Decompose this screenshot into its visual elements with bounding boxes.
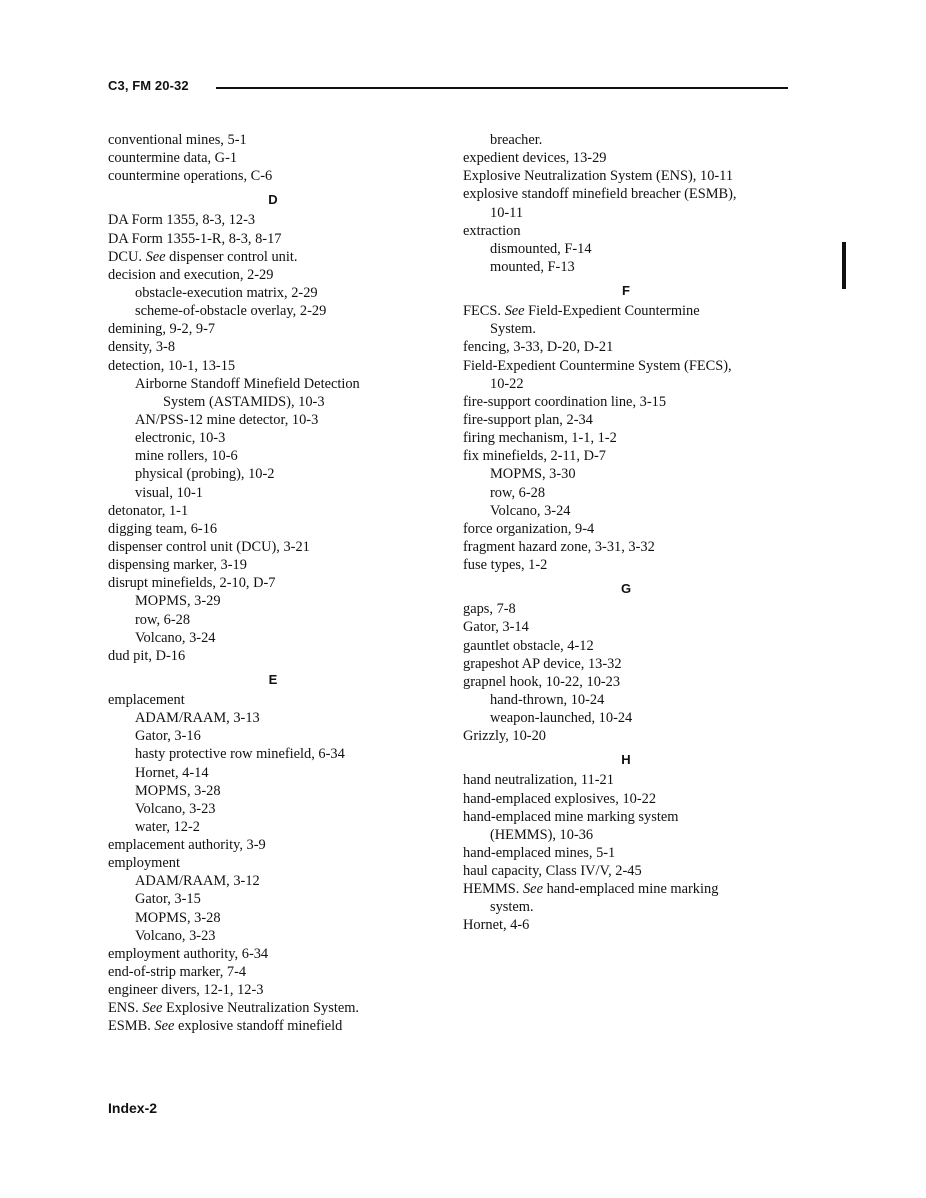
index-entry: haul capacity, Class IV/V, 2-45 xyxy=(463,863,642,880)
see-reference-label: See xyxy=(504,303,525,320)
entry-term: HEMMS. xyxy=(463,881,523,898)
index-entry: DA Form 1355, 8-3, 12-3 xyxy=(108,212,256,229)
index-entry: dispensing marker, 3-19 xyxy=(108,557,247,574)
index-entry: detection, 10-1, 13-15 xyxy=(108,357,236,374)
index-entry: mounted, F-13 xyxy=(490,258,575,275)
index-section-letter: E xyxy=(268,671,278,687)
see-reference-label: See xyxy=(142,1000,163,1017)
index-entry: weapon-launched, 10-24 xyxy=(490,710,633,727)
index-entry: Explosive Neutralization System (ENS), 10-11 xyxy=(463,168,734,185)
index-entry: hand-emplaced explosives, 10-22 xyxy=(463,790,657,807)
index-entry: end-of-strip marker, 7-4 xyxy=(108,964,247,981)
index-entry: MOPMS, 3-28 xyxy=(135,782,221,799)
running-header: C3, FM 20-32 xyxy=(108,78,189,93)
index-column-left xyxy=(108,131,448,1036)
index-entry: Hornet, 4-6 xyxy=(463,917,530,934)
index-entry: System. xyxy=(490,321,536,338)
index-entry: system. xyxy=(490,899,534,916)
index-entry: decision and execution, 2-29 xyxy=(108,266,274,283)
index-entry: visual, 10-1 xyxy=(135,484,203,501)
entry-term: FECS. xyxy=(463,303,505,320)
header-rule xyxy=(216,87,788,89)
index-entry: hasty protective row minefield, 6-34 xyxy=(135,746,345,763)
index-entry: water, 12-2 xyxy=(135,818,200,835)
index-entry: electronic, 10-3 xyxy=(135,430,226,447)
index-entry: Volcano, 3-24 xyxy=(135,629,216,646)
index-entry: fire-support plan, 2-34 xyxy=(463,411,593,428)
index-entry: countermine operations, C-6 xyxy=(108,168,273,185)
index-entry: scheme-of-obstacle overlay, 2-29 xyxy=(135,303,327,320)
index-entry: Hornet, 4-14 xyxy=(135,764,209,781)
see-reference-target: hand-emplaced mine marking xyxy=(542,881,719,898)
index-entry: digging team, 6-16 xyxy=(108,520,218,537)
index-entry: expedient devices, 13-29 xyxy=(463,150,607,167)
index-entry: firing mechanism, 1-1, 1-2 xyxy=(463,430,617,447)
index-entry: grapeshot AP device, 13-32 xyxy=(463,655,622,672)
index-entry: gaps, 7-8 xyxy=(463,601,516,618)
index-section-letter: G xyxy=(620,581,632,597)
index-entry: obstacle-execution matrix, 2-29 xyxy=(135,284,318,301)
index-entry: Volcano, 3-24 xyxy=(490,502,571,519)
index-entry: (HEMMS), 10-36 xyxy=(490,826,594,843)
index-entry: AN/PSS-12 mine detector, 10-3 xyxy=(135,411,319,428)
index-entry: row, 6-28 xyxy=(135,611,191,628)
index-entry xyxy=(108,248,448,266)
index-section-letter: H xyxy=(621,752,631,768)
see-reference-target: dispenser control unit. xyxy=(165,248,298,265)
index-entry: System (ASTAMIDS), 10-3 xyxy=(163,393,325,410)
index-entry: dud pit, D-16 xyxy=(108,647,186,664)
index-entry: MOPMS, 3-30 xyxy=(490,466,576,483)
index-entry: gauntlet obstacle, 4-12 xyxy=(463,637,594,654)
index-entry: physical (probing), 10-2 xyxy=(135,466,275,483)
see-reference-label: See xyxy=(522,881,543,898)
index-entry xyxy=(463,880,803,898)
index-entry: force organization, 9-4 xyxy=(463,520,595,537)
entry-term: ENS. xyxy=(108,1000,143,1017)
see-reference-target: explosive standoff minefield xyxy=(174,1018,343,1035)
index-entry xyxy=(463,302,803,320)
index-entry: ADAM/RAAM, 3-13 xyxy=(135,710,260,727)
entry-term: DCU. xyxy=(108,248,146,265)
index-entry xyxy=(108,999,448,1017)
index-entry: dispenser control unit (DCU), 3-21 xyxy=(108,538,310,555)
see-reference-target: Explosive Neutralization System. xyxy=(162,1000,360,1017)
index-section-letter: F xyxy=(622,283,630,299)
index-entry: Field-Expedient Countermine System (FECS), xyxy=(463,357,732,374)
see-reference-label: See xyxy=(145,248,166,265)
index-entry xyxy=(108,1017,448,1035)
index-entry: DA Form 1355-1-R, 8-3, 8-17 xyxy=(108,230,282,247)
index-column-right xyxy=(463,131,803,935)
index-entry: emplacement authority, 3-9 xyxy=(108,837,266,854)
index-entry: mine rollers, 10-6 xyxy=(135,448,238,465)
change-bar xyxy=(842,242,846,289)
index-entry: 10-11 xyxy=(490,204,524,221)
index-entry: MOPMS, 3-29 xyxy=(135,593,221,610)
index-entry: fire-support coordination line, 3-15 xyxy=(463,393,667,410)
index-entry: Volcano, 3-23 xyxy=(135,800,216,817)
index-entry: extraction xyxy=(463,222,521,239)
index-entry: 10-22 xyxy=(490,375,524,392)
index-entry: fencing, 3-33, D-20, D-21 xyxy=(463,339,614,356)
index-entry: density, 3-8 xyxy=(108,339,176,356)
index-entry: conventional mines, 5-1 xyxy=(108,132,247,148)
index-entry: row, 6-28 xyxy=(490,484,546,501)
index-entry: ADAM/RAAM, 3-12 xyxy=(135,873,260,890)
index-entry: Gator, 3-16 xyxy=(135,728,201,745)
index-entry: Gator, 3-14 xyxy=(463,619,529,636)
index-entry: Grizzly, 10-20 xyxy=(463,728,546,745)
index-entry: dismounted, F-14 xyxy=(490,240,592,257)
index-entry: Airborne Standoff Minefield Detection xyxy=(135,375,360,392)
see-reference-label: See xyxy=(154,1018,175,1035)
see-reference-target: Field-Expedient Countermine xyxy=(524,303,700,320)
index-entry: fuse types, 1-2 xyxy=(463,557,548,574)
entry-term: ESMB. xyxy=(108,1018,155,1035)
index-entry: countermine data, G-1 xyxy=(108,150,238,167)
index-entry: emplacement xyxy=(108,691,185,708)
index-entry: breacher. xyxy=(490,132,543,148)
index-entry: fix minefields, 2-11, D-7 xyxy=(463,448,606,465)
index-entry: fragment hazard zone, 3-31, 3-32 xyxy=(463,538,655,555)
page-number: Index-2 xyxy=(108,1100,158,1116)
index-entry: explosive standoff minefield breacher (ESMB), xyxy=(463,186,737,203)
index-entry: grapnel hook, 10-22, 10-23 xyxy=(463,673,621,690)
index-entry: employment authority, 6-34 xyxy=(108,945,269,962)
index-entry: hand-thrown, 10-24 xyxy=(490,691,605,708)
index-entry: hand neutralization, 11-21 xyxy=(463,772,614,789)
index-entry: MOPMS, 3-28 xyxy=(135,909,221,926)
index-entry: Volcano, 3-23 xyxy=(135,927,216,944)
index-entry: hand-emplaced mines, 5-1 xyxy=(463,844,616,861)
index-entry: detonator, 1-1 xyxy=(108,502,189,519)
index-entry: hand-emplaced mine marking system xyxy=(463,808,679,825)
index-section-letter: D xyxy=(268,192,278,208)
index-entry: engineer divers, 12-1, 12-3 xyxy=(108,982,264,999)
index-entry: demining, 9-2, 9-7 xyxy=(108,321,216,338)
index-entry: Gator, 3-15 xyxy=(135,891,201,908)
index-entry: employment xyxy=(108,855,180,872)
index-entry: disrupt minefields, 2-10, D-7 xyxy=(108,575,276,592)
